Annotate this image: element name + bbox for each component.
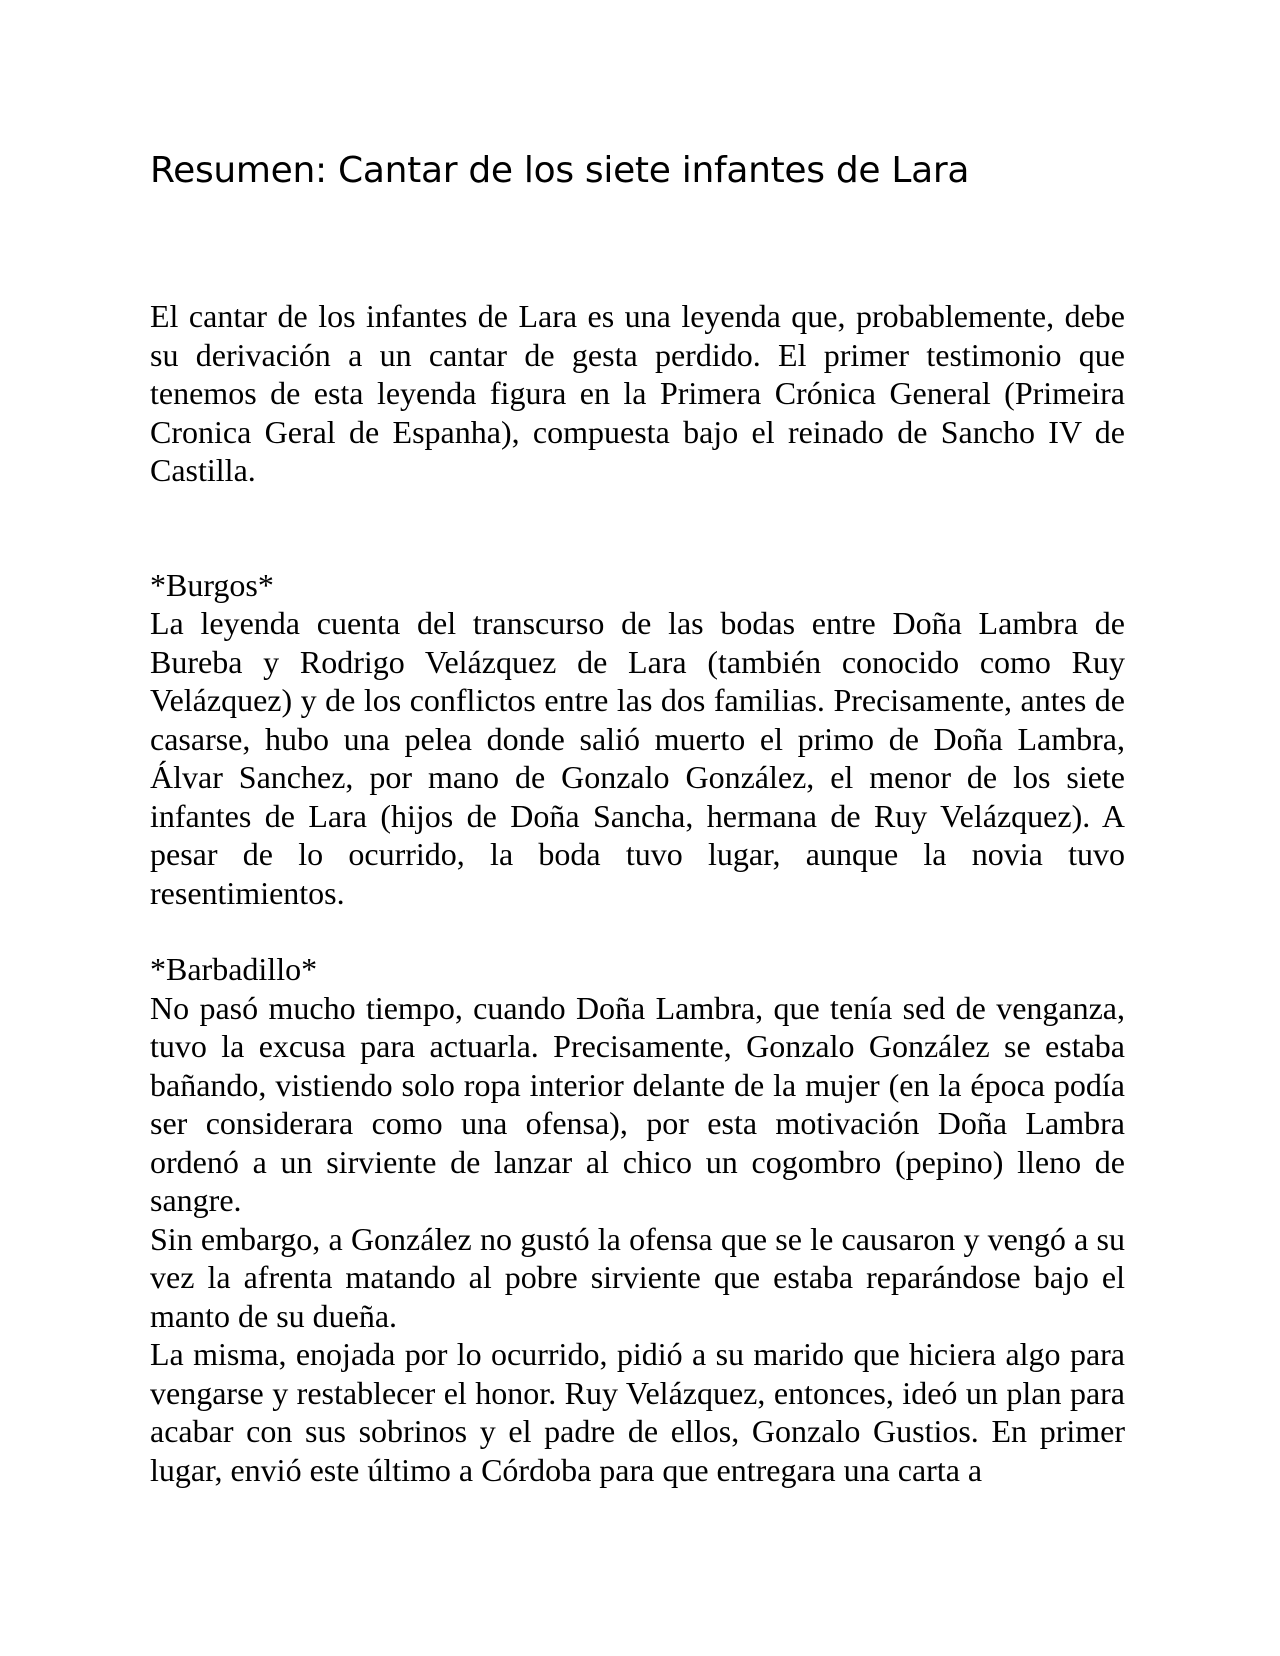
- section-heading: *Barbadillo*: [150, 951, 318, 987]
- intro-paragraph: El cantar de los infantes de Lara es una leyenda que, probablemente, debe su derivación a un cantar de gesta perdido. El primer testimonio que tenemos de esta leyenda figura en la Primera Crónica General (Primeira Cronica Geral de Espanha), compuesta bajo el reinado de Sancho IV de Castilla.: [150, 298, 1125, 488]
- section-barbadillo: [150, 950, 1125, 1489]
- section-paragraph: La misma, enojada por lo ocurrido, pidió a su marido que hiciera algo para vengarse y restablecer el honor. Ruy Velázquez, entonces, ideó un plan para acabar con sus sobrinos y el padre de ellos, Gonzalo Gustios. En primer lugar, envió este último a Córdoba para que entregara una carta a: [150, 1336, 1125, 1488]
- section-burgos: [150, 566, 1125, 913]
- section-paragraph: Sin embargo, a González no gustó la ofensa que se le causaron y vengó a su vez la afrenta matando al pobre sirviente que estaba reparándose bajo el manto de su dueña.: [150, 1220, 1125, 1334]
- document-title: Resumen: Cantar de los siete infantes de Lara: [150, 150, 970, 191]
- document-page: [150, 145, 1125, 1489]
- section-paragraph: No pasó mucho tiempo, cuando Doña Lambra, que tenía sed de venganza, tuvo la excusa para actuarla. Precisamente, Gonzalo González se estaba bañando, vistiendo solo ropa interior delante de la mujer (en la época podía ser considerara como una ofensa), por esta motivación Doña Lambra ordenó a un sirviente de lanzar al chico un cogombro (pepino) lleno de sangre.: [150, 989, 1125, 1218]
- section-heading: *Burgos*: [150, 566, 274, 603]
- section-paragraph: La leyenda cuenta del transcurso de las bodas entre Doña Lambra de Bureba y Rodrigo Velázquez de Lara (también conocido como Ruy Velázquez) y de los conflictos entre las dos familias. Precisamente, antes de casarse, hubo una pelea donde salió muerto el primo de Doña Lambra, Álvar Sanchez, por mano de Gonzalo González, el menor de los siete infantes de Lara (hijos de Doña Sancha, hermana de Ruy Velázquez). A pesar de lo ocurrido, la boda tuvo lugar, aunque la novia tuvo resentimientos.: [150, 605, 1125, 911]
